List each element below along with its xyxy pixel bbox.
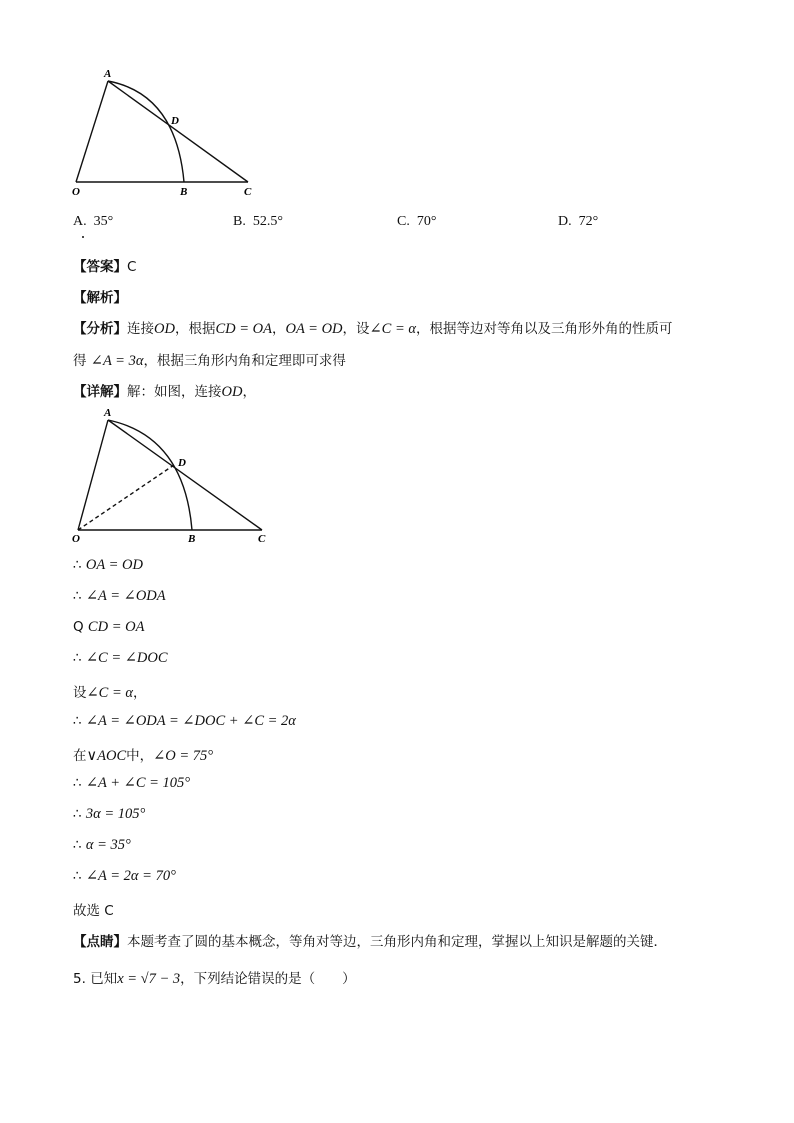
step-4: ∴ ∠C = ∠DOC [73, 650, 168, 666]
xiangjie-line: 【详解】解：如图，连接OD， [73, 384, 256, 400]
label-A: A [104, 68, 112, 80]
step-6: ∴ ∠A = ∠ODA = ∠DOC + ∠C = 2α [73, 713, 296, 729]
step-1: ∴ OA = OD [73, 557, 143, 573]
option-d: D. 72° [558, 214, 599, 229]
figure-2 [66, 402, 276, 547]
option-a: A. 35° [73, 214, 114, 229]
step-9: ∴ 3α = 105° [73, 806, 146, 822]
label-D: D [171, 115, 179, 127]
label-O: O [72, 533, 80, 545]
step-5: 设∠C = α， [73, 685, 147, 701]
fenxi-line-2: 得 ∠A = 3α，根据三角形内角和定理即可求得 [73, 353, 346, 369]
label-C: C [258, 533, 266, 545]
arc-AB [108, 81, 184, 182]
label-B: B [188, 533, 196, 545]
option-b: B. 52.5° [233, 214, 283, 229]
segment-AC [108, 81, 248, 182]
answer-line [73, 255, 136, 275]
label-O: O [72, 186, 80, 198]
figure-1 [66, 64, 266, 199]
question-5: 5. 已知x = √7 − 3，下列结论错误的是（ ） [73, 971, 356, 987]
step-8: ∴ ∠A + ∠C = 105° [73, 775, 191, 791]
geometry-diagram-1 [66, 64, 266, 199]
label-A: A [104, 407, 112, 419]
label-B: B [180, 186, 188, 198]
label-D: D [178, 457, 186, 469]
geometry-diagram-2 [66, 402, 276, 547]
answer-tag: 【答案】 [73, 259, 127, 275]
conclusion: 故选 C [73, 903, 114, 919]
step-7: 在∨AOC中，∠O = 75° [73, 748, 214, 764]
answer-value: C [127, 259, 137, 275]
arc-AB [108, 420, 192, 530]
label-C: C [244, 186, 252, 198]
step-3: Q CD = OA [73, 619, 145, 635]
segment-AC [108, 420, 262, 530]
segment-OA [76, 81, 108, 182]
step-10: ∴ α = 35° [73, 837, 131, 853]
fenxi-line-1: 【分析】连接OD，根据CD = OA，OA = OD，设∠C = α，根据等边对等角以及三角形外角的性质可 [73, 321, 673, 337]
dianjing-line: 【点睛】本题考查了圆的基本概念，等角对等边，三角形内角和定理，掌握以上知识是解题的关键． [73, 934, 667, 950]
option-c: C. 70° [397, 214, 437, 229]
analysis-heading: 【解析】 [73, 290, 127, 306]
step-2: ∴ ∠A = ∠ODA [73, 588, 166, 604]
option-a-dot [82, 236, 84, 238]
step-11: ∴ ∠A = 2α = 70° [73, 868, 176, 884]
